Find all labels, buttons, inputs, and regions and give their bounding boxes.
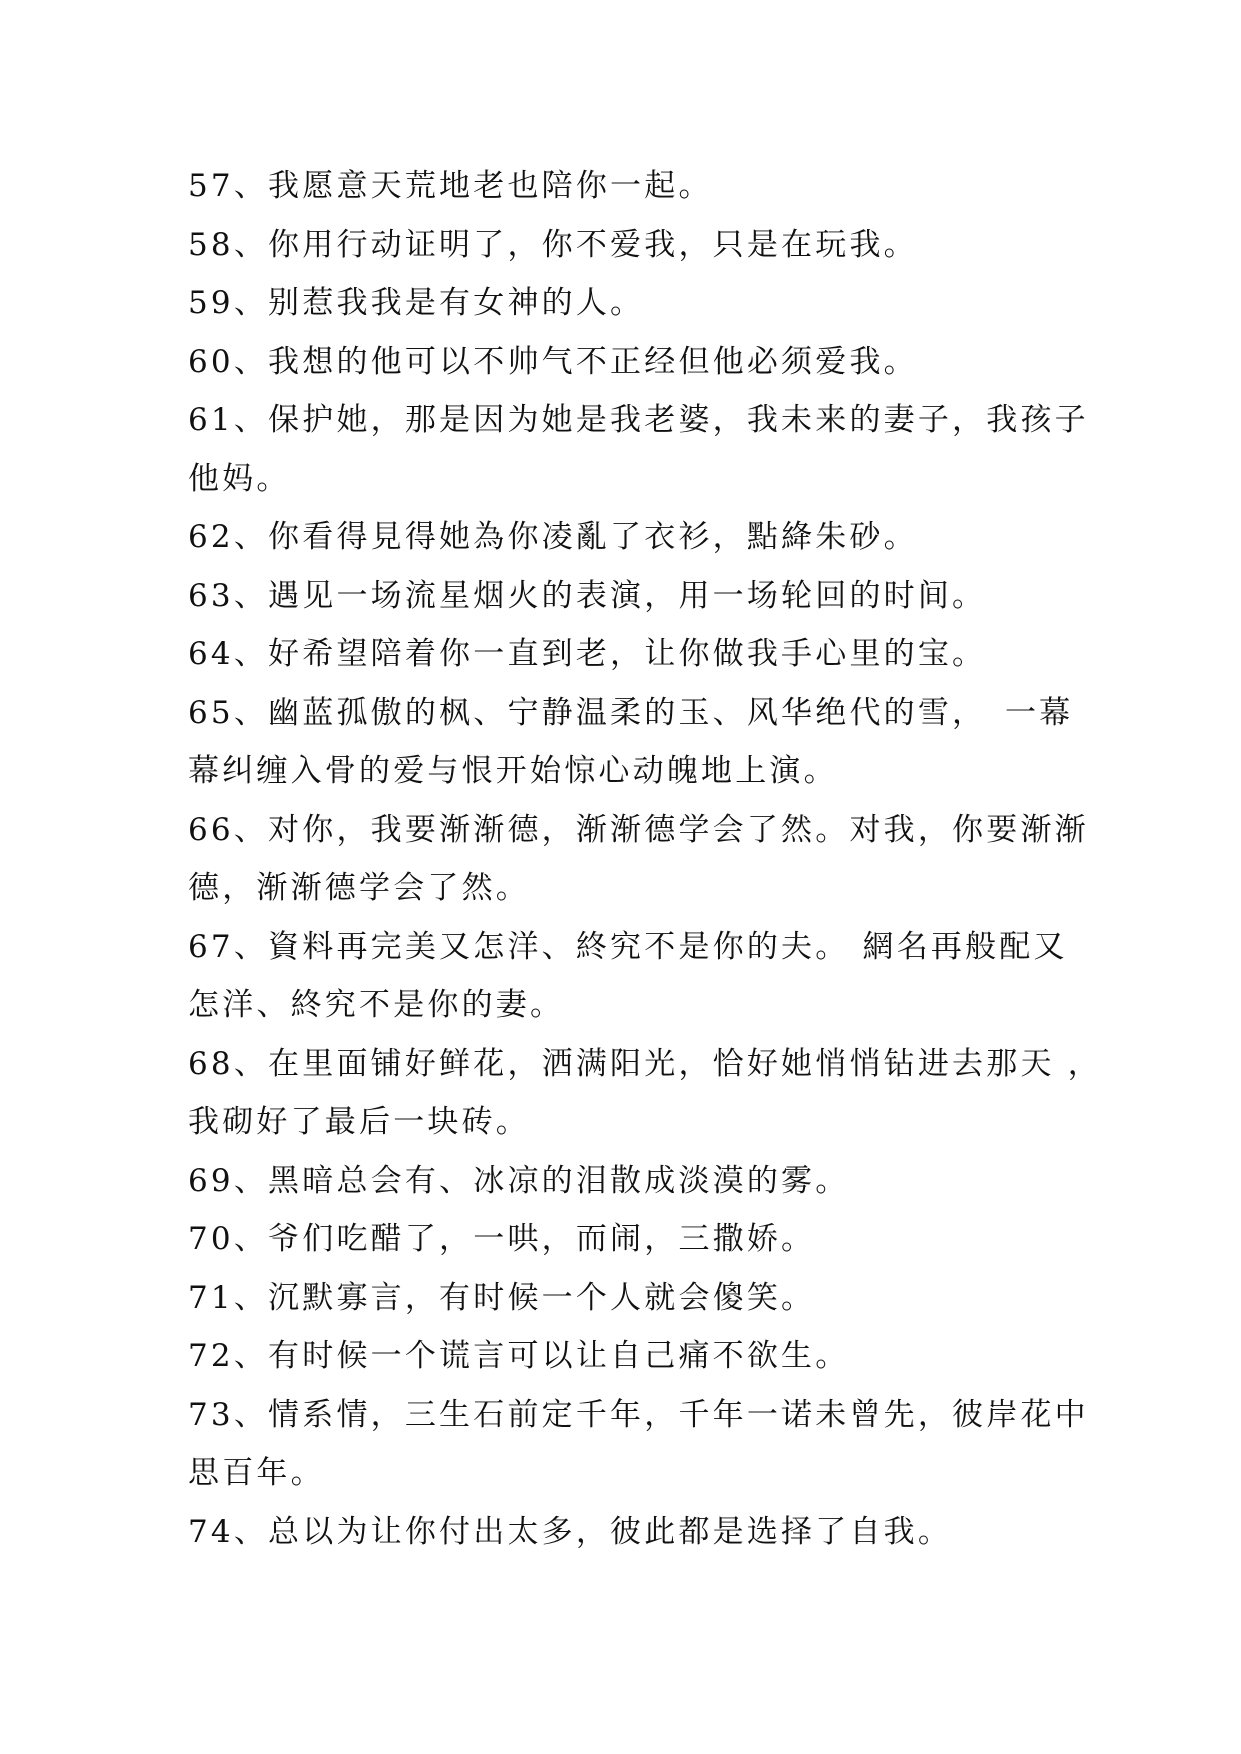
text-line-71: 71、沉默寡言，有时候一个人就会傻笑。 <box>188 1279 816 1316</box>
text-line-67-cont: 怎洋、終究不是你的妻。 <box>188 987 565 1023</box>
text-line-70: 70、爷们吃醋了，一哄，而闹，三撒娇。 <box>188 1221 816 1257</box>
text-line-59: 59、别惹我我是有女神的人。 <box>188 285 645 321</box>
text-line-58: 58、你用行动证明了，你不爱我，只是在玩我。 <box>188 226 918 263</box>
text-line-67: 67、資料再完美又怎洋、終究不是你的夫。 網名再般配又 <box>188 928 1068 965</box>
text-line-68: 68、在里面铺好鲜花，洒满阳光，恰好她悄悄钻进去那天 ， <box>188 1045 1102 1082</box>
text-line-69: 69、黑暗总会有、冰凉的泪散成淡漠的雾。 <box>188 1162 850 1199</box>
text-line-61: 61、保护她，那是因为她是我老婆，我未来的妻子，我孩子 <box>188 402 1089 438</box>
text-line-65-cont: 幕纠缠入骨的爱与恨开始惊心动魄地上演。 <box>188 753 838 789</box>
document-body <box>188 157 1102 1561</box>
text-line-61-cont: 他妈。 <box>188 460 291 497</box>
text-line-68-cont: 我砌好了最后一块砖。 <box>188 1104 530 1140</box>
text-line-63: 63、遇见一场流星烟火的表演，用一场轮回的时间。 <box>188 577 987 614</box>
text-line-62: 62、你看得見得她為你凌亂了衣衫，點絳朱砂。 <box>188 519 918 555</box>
text-line-57: 57、我愿意天荒地老也陪你一起。 <box>188 168 713 204</box>
text-line-65: 65、幽蓝孤傲的枫、宁静温柔的玉、风华绝代的雪， 一幕 <box>188 694 1074 731</box>
text-line-73-cont: 思百年。 <box>188 1455 325 1491</box>
text-line-60: 60、我想的他可以不帅气不正经但他必须爱我。 <box>188 343 918 380</box>
text-line-66-cont: 德，渐渐德学会了然。 <box>188 870 530 906</box>
text-line-73: 73、情系情，三生石前定千年，千年一诺未曾先，彼岸花中 <box>188 1396 1089 1433</box>
text-line-74: 74、总以为让你付出太多，彼此都是选择了自我。 <box>188 1513 953 1550</box>
text-line-72: 72、有时候一个谎言可以让自己痛不欲生。 <box>188 1338 850 1374</box>
text-line-66: 66、对你，我要渐渐德，渐渐德学会了然。对我，你要渐渐 <box>188 811 1089 848</box>
text-line-64: 64、好希望陪着你一直到老，让你做我手心里的宝。 <box>188 636 987 672</box>
